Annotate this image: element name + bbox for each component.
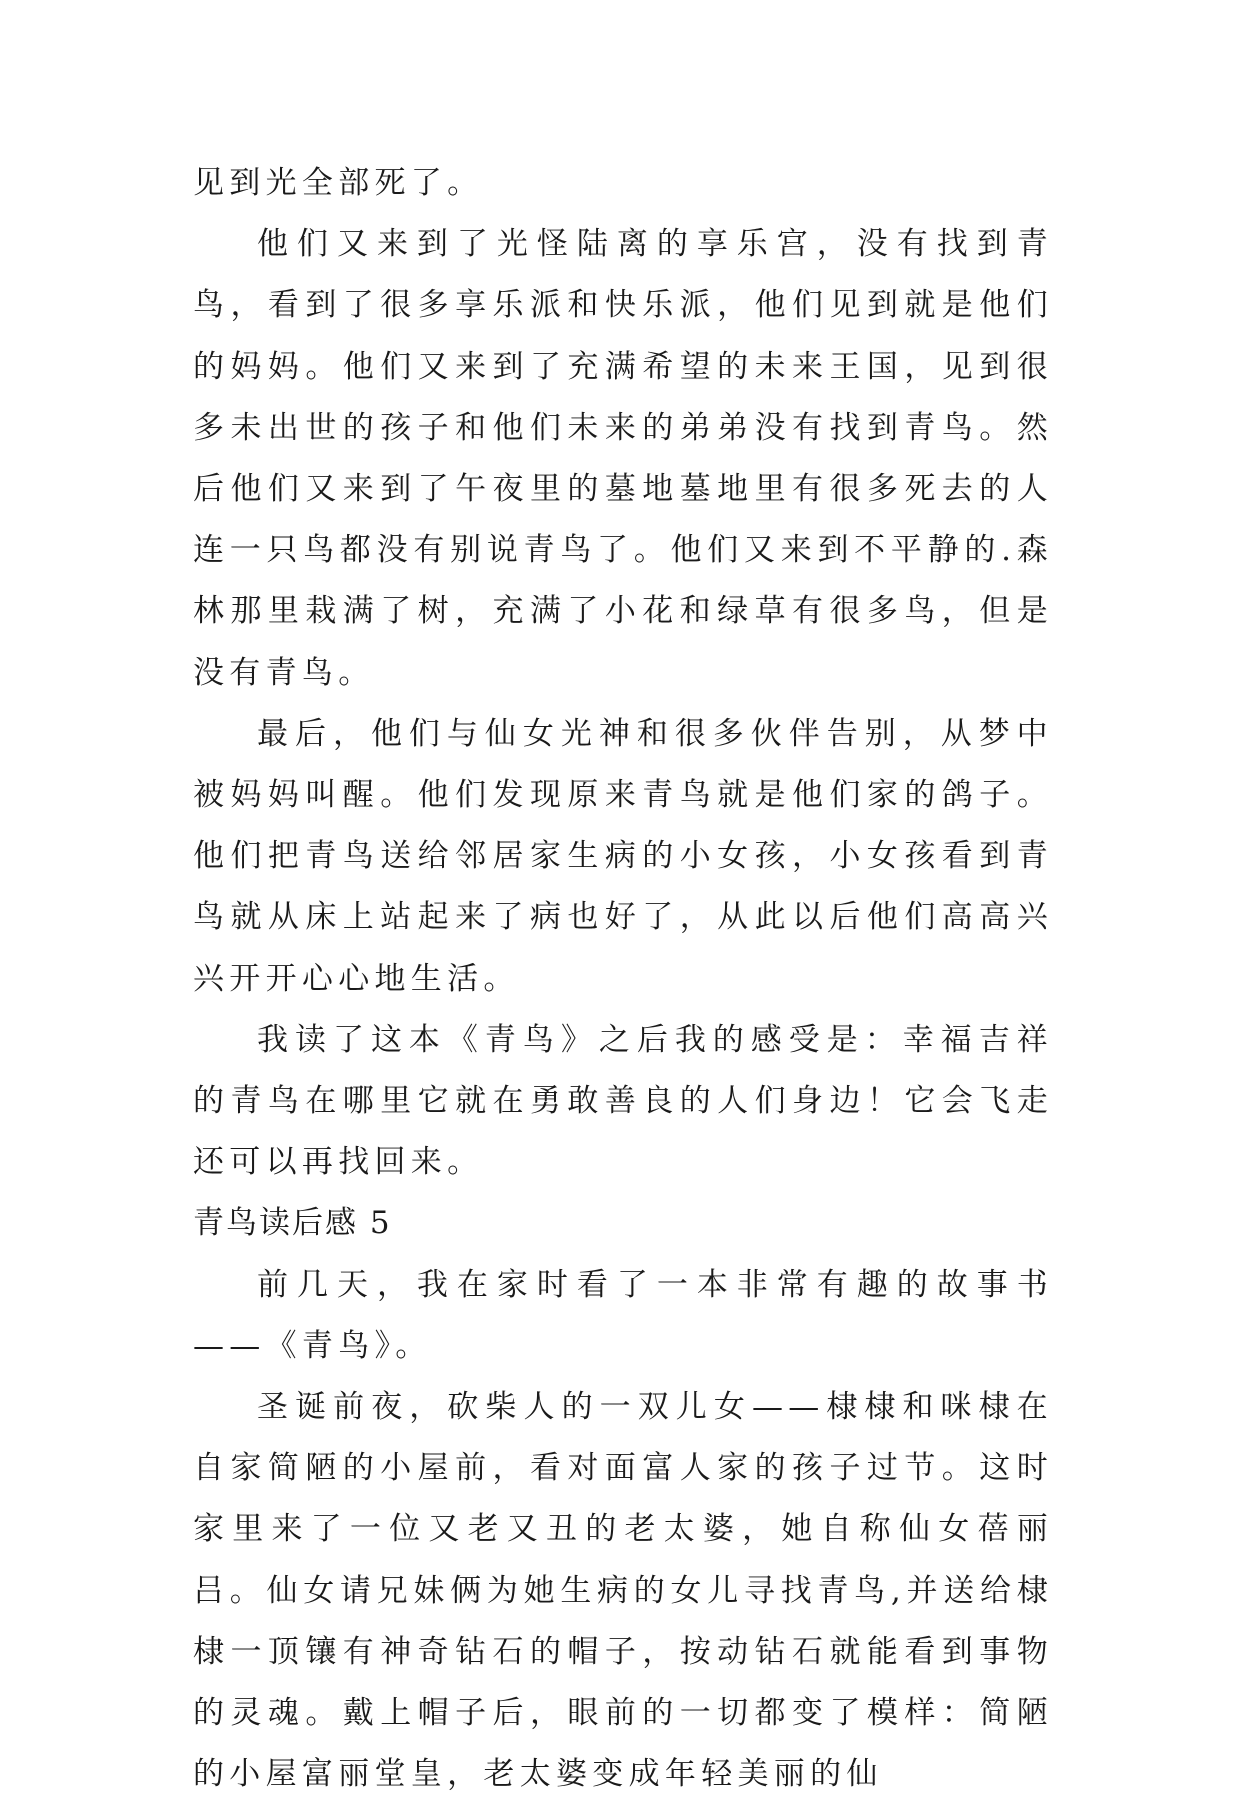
paragraph-1: 见到光全部死了。 — [193, 165, 484, 201]
paragraph-2: 他们又来到了光怪陆离的享乐宫，没有找到青鸟，看到了很多享乐派和快乐派，他们见到就是他们的妈妈。他们又来到了充满希望的未来王国，见到很多未出世的孩子和他们未来的弟弟没有找到青鸟。然后他们又来到了午夜里的墓地墓地里有很多死去的人连一只鸟都没有别说青鸟了。他们又来到不平静的.森林那里栽满了树，充满了小花和绿草有很多鸟，但是没有青鸟。 — [193, 226, 1053, 691]
paragraph-4: 我读了这本《青鸟》之后我的感受是：幸福吉祥的青鸟在哪里它就在勇敢善良的人们身边！它会飞走还可以再找回来。 — [193, 1021, 1053, 1181]
section-heading: 青鸟读后感 5 — [193, 1205, 392, 1242]
paragraph-7: 圣诞前夜，砍柴人的一双儿女——棣棣和咪棣在自家简陋的小屋前，看对面富人家的孩子过节。这时家里来了一位又老又丑的老太婆，她自称仙女蓓丽吕。仙女请兄妹俩为她生病的女儿寻找青鸟,并送给棣棣一顶镶有神奇钻石的帽子，按动钻石就能看到事物的灵魂。戴上帽子后，眼前的一切都变了模样：简陋的小屋富丽堂皇，老太婆变成年轻美丽的仙 — [193, 1389, 1053, 1793]
document-body — [193, 153, 1053, 1805]
paragraph-6: 前几天，我在家时看了一本非常有趣的故事书——《青鸟》。 — [193, 1266, 1053, 1364]
paragraph-3: 最后，他们与仙女光神和很多伙伴告别，从梦中被妈妈叫醒。他们发现原来青鸟就是他们家的鸽子。他们把青鸟送给邻居家生病的小女孩，小女孩看到青鸟就从床上站起来了病也好了，从此以后他们高高兴兴开开心心地生活。 — [193, 715, 1053, 997]
